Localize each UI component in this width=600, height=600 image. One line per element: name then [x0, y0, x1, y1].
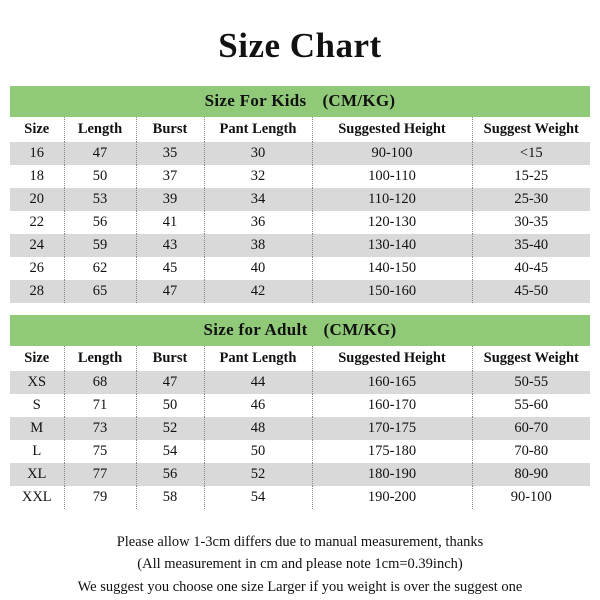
table-row [10, 371, 590, 394]
cell-suggest-weight: 60-70 [472, 417, 590, 440]
adult-header-row [10, 346, 590, 371]
cell-burst: 54 [136, 440, 204, 463]
cell-pant-length: 54 [204, 486, 312, 509]
cell-suggest-weight: 70-80 [472, 440, 590, 463]
cell-length: 68 [64, 371, 136, 394]
cell-size: M [10, 417, 64, 440]
cell-size: 22 [10, 211, 64, 234]
cell-burst: 47 [136, 371, 204, 394]
cell-suggested-height: 100-110 [312, 165, 472, 188]
note-line-3: We suggest you choose one size Larger if you weight is over the suggest one [77, 578, 523, 595]
cell-pant-length: 32 [204, 165, 312, 188]
cell-size: 16 [10, 142, 64, 165]
cell-burst: 47 [136, 280, 204, 303]
cell-suggest-weight: 90-100 [472, 486, 590, 509]
cell-suggest-weight: 25-30 [472, 188, 590, 211]
kids-header-suggest-weight: Suggest Weight [472, 117, 590, 142]
table-row [10, 394, 590, 417]
cell-length: 71 [64, 394, 136, 417]
cell-size: XXL [10, 486, 64, 509]
cell-length: 62 [64, 257, 136, 280]
table-row [10, 280, 590, 303]
cell-suggested-height: 160-165 [312, 371, 472, 394]
cell-length: 65 [64, 280, 136, 303]
adult-header-pant-length: Pant Length [204, 346, 312, 371]
cell-burst: 58 [136, 486, 204, 509]
cell-pant-length: 52 [204, 463, 312, 486]
kids-header-size: Size [10, 117, 64, 142]
cell-length: 59 [64, 234, 136, 257]
cell-size: XS [10, 371, 64, 394]
kids-header-pant-length: Pant Length [204, 117, 312, 142]
cell-burst: 39 [136, 188, 204, 211]
kids-header-length: Length [64, 117, 136, 142]
note-line-1: Please allow 1-3cm differs due to manual measurement, thanks [116, 534, 484, 550]
cell-size: XL [10, 463, 64, 486]
adult-band-title: Size for Adult [203, 320, 308, 339]
table-row [10, 486, 590, 509]
cell-suggested-height: 175-180 [312, 440, 472, 463]
kids-table-band [10, 86, 590, 117]
cell-length: 53 [64, 188, 136, 211]
adult-table-band [10, 315, 590, 346]
cell-suggested-height: 160-170 [312, 394, 472, 417]
adult-header-length: Length [64, 346, 136, 371]
kids-header-burst: Burst [136, 117, 204, 142]
cell-suggest-weight: 45-50 [472, 280, 590, 303]
table-row [10, 165, 590, 188]
cell-size: 28 [10, 280, 64, 303]
cell-pant-length: 34 [204, 188, 312, 211]
cell-size: 24 [10, 234, 64, 257]
cell-suggested-height: 90-100 [312, 142, 472, 165]
cell-suggested-height: 130-140 [312, 234, 472, 257]
cell-burst: 35 [136, 142, 204, 165]
cell-burst: 56 [136, 463, 204, 486]
cell-burst: 43 [136, 234, 204, 257]
cell-pant-length: 48 [204, 417, 312, 440]
cell-burst: 50 [136, 394, 204, 417]
cell-suggested-height: 170-175 [312, 417, 472, 440]
cell-length: 47 [64, 142, 136, 165]
cell-burst: 45 [136, 257, 204, 280]
cell-suggest-weight: 35-40 [472, 234, 590, 257]
cell-suggest-weight: 50-55 [472, 371, 590, 394]
table-row [10, 463, 590, 486]
table-row [10, 142, 590, 165]
cell-length: 79 [64, 486, 136, 509]
cell-suggest-weight: 30-35 [472, 211, 590, 234]
cell-pant-length: 44 [204, 371, 312, 394]
adult-header-size: Size [10, 346, 64, 371]
cell-pant-length: 30 [204, 142, 312, 165]
kids-size-table [10, 86, 590, 303]
cell-suggest-weight: 80-90 [472, 463, 590, 486]
cell-length: 73 [64, 417, 136, 440]
page-title: Size Chart [218, 26, 382, 65]
table-row [10, 234, 590, 257]
cell-suggested-height: 140-150 [312, 257, 472, 280]
cell-burst: 37 [136, 165, 204, 188]
cell-suggested-height: 190-200 [312, 486, 472, 509]
note-line-2: (All measurement in cm and please note 1cm=0.39inch) [137, 556, 463, 573]
table-row [10, 257, 590, 280]
cell-pant-length: 46 [204, 394, 312, 417]
adult-header-burst: Burst [136, 346, 204, 371]
cell-size: 18 [10, 165, 64, 188]
cell-suggest-weight: 55-60 [472, 394, 590, 417]
cell-suggested-height: 120-130 [312, 211, 472, 234]
cell-pant-length: 40 [204, 257, 312, 280]
cell-size: 26 [10, 257, 64, 280]
cell-size: S [10, 394, 64, 417]
cell-pant-length: 38 [204, 234, 312, 257]
cell-size: 20 [10, 188, 64, 211]
cell-pant-length: 50 [204, 440, 312, 463]
cell-length: 56 [64, 211, 136, 234]
cell-length: 75 [64, 440, 136, 463]
cell-suggested-height: 180-190 [312, 463, 472, 486]
kids-band-title: Size For Kids [204, 91, 307, 110]
kids-header-row [10, 117, 590, 142]
cell-suggest-weight: 15-25 [472, 165, 590, 188]
cell-size: L [10, 440, 64, 463]
adult-size-table [10, 315, 590, 509]
cell-burst: 41 [136, 211, 204, 234]
table-row [10, 211, 590, 234]
table-row [10, 440, 590, 463]
kids-band-unit: (CM/KG) [322, 91, 396, 110]
kids-header-suggested-height: Suggested Height [312, 117, 472, 142]
cell-length: 77 [64, 463, 136, 486]
adult-header-suggest-weight: Suggest Weight [472, 346, 590, 371]
adult-band-unit: (CM/KG) [323, 320, 397, 339]
cell-length: 50 [64, 165, 136, 188]
cell-suggest-weight: 40-45 [472, 257, 590, 280]
cell-suggested-height: 150-160 [312, 280, 472, 303]
footer-notes [10, 531, 590, 598]
cell-suggest-weight: <15 [472, 142, 590, 165]
cell-pant-length: 42 [204, 280, 312, 303]
cell-pant-length: 36 [204, 211, 312, 234]
table-row [10, 417, 590, 440]
adult-header-suggested-height: Suggested Height [312, 346, 472, 371]
cell-burst: 52 [136, 417, 204, 440]
cell-suggested-height: 110-120 [312, 188, 472, 211]
table-row [10, 188, 590, 211]
